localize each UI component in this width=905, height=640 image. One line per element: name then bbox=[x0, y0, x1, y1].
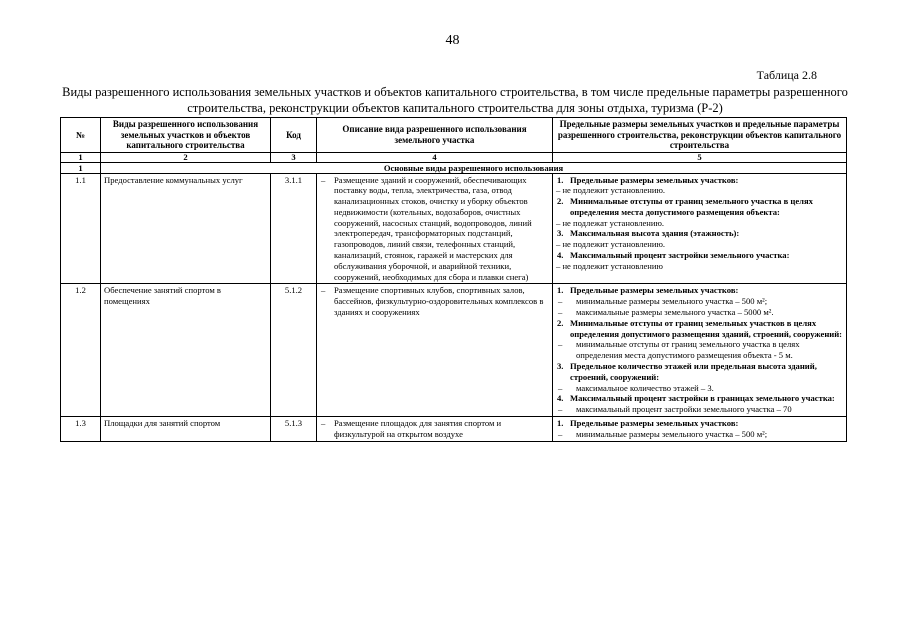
parameter-title: Предельные размеры земельных участков: bbox=[570, 174, 739, 185]
parameter-number: 2. bbox=[557, 317, 564, 328]
parameter-number: 4. bbox=[557, 393, 564, 404]
row-use-kind: Предоставление коммунальных услуг bbox=[101, 173, 271, 284]
parameter-value: – не подлежит установлению. bbox=[556, 185, 666, 196]
parameter-heading bbox=[556, 418, 843, 429]
parameter-number: 2. bbox=[557, 196, 564, 207]
section-number: 1 bbox=[61, 162, 101, 173]
parameter-value: – минимальные размеры земельного участка – 500 м²; bbox=[556, 296, 843, 307]
col-number: 1 bbox=[61, 152, 101, 162]
parameter-heading bbox=[556, 393, 843, 404]
col-number: 2 bbox=[101, 152, 271, 162]
row-code: 5.1.2 bbox=[271, 284, 317, 417]
parameter-value: – минимальные размеры земельного участка – 500 м²; bbox=[556, 429, 843, 440]
parameter-value: – не подлежит установлению. bbox=[556, 239, 666, 250]
row-description-cell bbox=[317, 173, 553, 284]
parameter-title: Предельные размеры земельных участков: bbox=[570, 285, 739, 296]
row-number: 1.3 bbox=[61, 417, 101, 442]
parameter-heading bbox=[556, 285, 843, 296]
row-parameters-cell bbox=[553, 417, 847, 442]
parameter-title: Максимальная высота здания (этажность): bbox=[570, 228, 740, 239]
parameter-heading bbox=[556, 250, 843, 261]
parameter-value: – максимальный процент застройки земельного участка – 70 bbox=[556, 404, 843, 415]
parameter-number: 3. bbox=[557, 361, 564, 372]
row-code: 3.1.1 bbox=[271, 173, 317, 284]
column-number-row bbox=[61, 152, 847, 162]
parameter-number: 4. bbox=[557, 250, 564, 261]
row-parameters-cell bbox=[553, 173, 847, 284]
parameter-value: – максимальное количество этажей – 3. bbox=[556, 383, 843, 394]
parameter-value: – не подлежат установлению. bbox=[556, 217, 665, 228]
col-number: 5 bbox=[553, 152, 847, 162]
row-code: 5.1.3 bbox=[271, 417, 317, 442]
parameter-number: 1. bbox=[557, 285, 564, 296]
row-number: 1.1 bbox=[61, 173, 101, 284]
parameter-number: 1. bbox=[557, 418, 564, 429]
row-use-kind: Обеспечение занятий спортом в помещениях bbox=[101, 284, 271, 417]
parameter-heading bbox=[556, 318, 843, 340]
parameter-title: Предельные размеры земельных участков: bbox=[570, 418, 739, 429]
table-row bbox=[61, 173, 847, 284]
row-description-cell bbox=[317, 417, 553, 442]
header-desc: Описание вида разрешенного использования земельного участка bbox=[317, 118, 553, 153]
table-row bbox=[61, 284, 847, 417]
header-num: № bbox=[61, 118, 101, 153]
parameter-value: – минимальные отступы от границ земельного участка в целях определения места допустимого размещения объекта - 5 м. bbox=[556, 339, 843, 361]
page-number: 48 bbox=[445, 33, 460, 48]
land-use-table bbox=[60, 117, 847, 442]
parameter-title: Минимальные отступы от границ земельного участка в целях определения места допустимого размещения объекта: bbox=[570, 196, 813, 217]
parameter-title: Предельное количество этажей или предельная высота зданий, строений, сооружений: bbox=[570, 361, 817, 382]
table-label: Таблица 2.8 bbox=[756, 68, 817, 82]
table-row bbox=[61, 417, 847, 442]
parameter-heading bbox=[556, 196, 843, 218]
parameter-heading bbox=[556, 228, 843, 239]
row-description: – Размещение зданий и сооружений, обеспечивающих поставку воды, тепла, электричества, газа, отвод канализационных стоков, очистку и уборку объектов недвижимости (котельных, водозаборов, очистных сооружений, насосных станций, водопроводов, линий электропередач, трансформаторных подстанций, газопроводов, линий связи, телефонных станций, канализаций, стоянок, гаражей и мастерских для обслуживания уборочной, и аварийной техники, сооружений, необходимых для сбора и плавки снега) bbox=[334, 175, 549, 283]
col-number: 3 bbox=[271, 152, 317, 162]
parameter-heading bbox=[556, 361, 843, 383]
parameter-title: Минимальные отступы от границ земельных участков в целях определения допустимого размещения зданий, строений, сооружений: bbox=[570, 317, 843, 339]
section-row bbox=[61, 162, 847, 173]
col-number: 4 bbox=[317, 152, 553, 162]
row-number: 1.2 bbox=[61, 284, 101, 417]
row-description: – Размещение площадок для занятия спортом и физкультурой на открытом воздухе bbox=[334, 418, 549, 440]
header-code: Код bbox=[271, 118, 317, 153]
section-label: Основные виды разрешенного использования bbox=[101, 162, 847, 173]
parameter-number: 1. bbox=[557, 174, 564, 185]
header-kind: Виды разрешенного использования земельных участков и объектов капитального строительства bbox=[101, 118, 271, 153]
row-description-cell bbox=[317, 284, 553, 417]
parameter-number: 3. bbox=[557, 228, 564, 239]
table-title: Виды разрешенного использования земельных участков и объектов капитального строительства, в том числе предельные параметры разрешенного строительства, реконструкции объектов капитального строительства для зоны отдыха, туризма (Р-2) bbox=[62, 85, 848, 115]
header-limits: Предельные размеры земельных участков и предельные параметры разрешенного строительства, реконструкции объектов капитального строительства bbox=[553, 118, 847, 153]
parameter-heading bbox=[556, 175, 843, 186]
parameter-title: Максимальный процент застройки земельного участка: bbox=[570, 250, 790, 261]
parameter-title: Максимальный процент застройки в границах земельного участка: bbox=[570, 393, 835, 404]
row-use-kind: Площадки для занятий спортом bbox=[101, 417, 271, 442]
row-description: – Размещение спортивных клубов, спортивных залов, бассейнов, физкультурно-оздоровительных комплексов в зданиях и сооружениях bbox=[334, 285, 549, 317]
row-parameters-cell bbox=[553, 284, 847, 417]
parameter-value: – максимальные размеры земельного участка – 5000 м². bbox=[556, 307, 843, 318]
parameter-value: – не подлежит установлению bbox=[556, 260, 663, 271]
